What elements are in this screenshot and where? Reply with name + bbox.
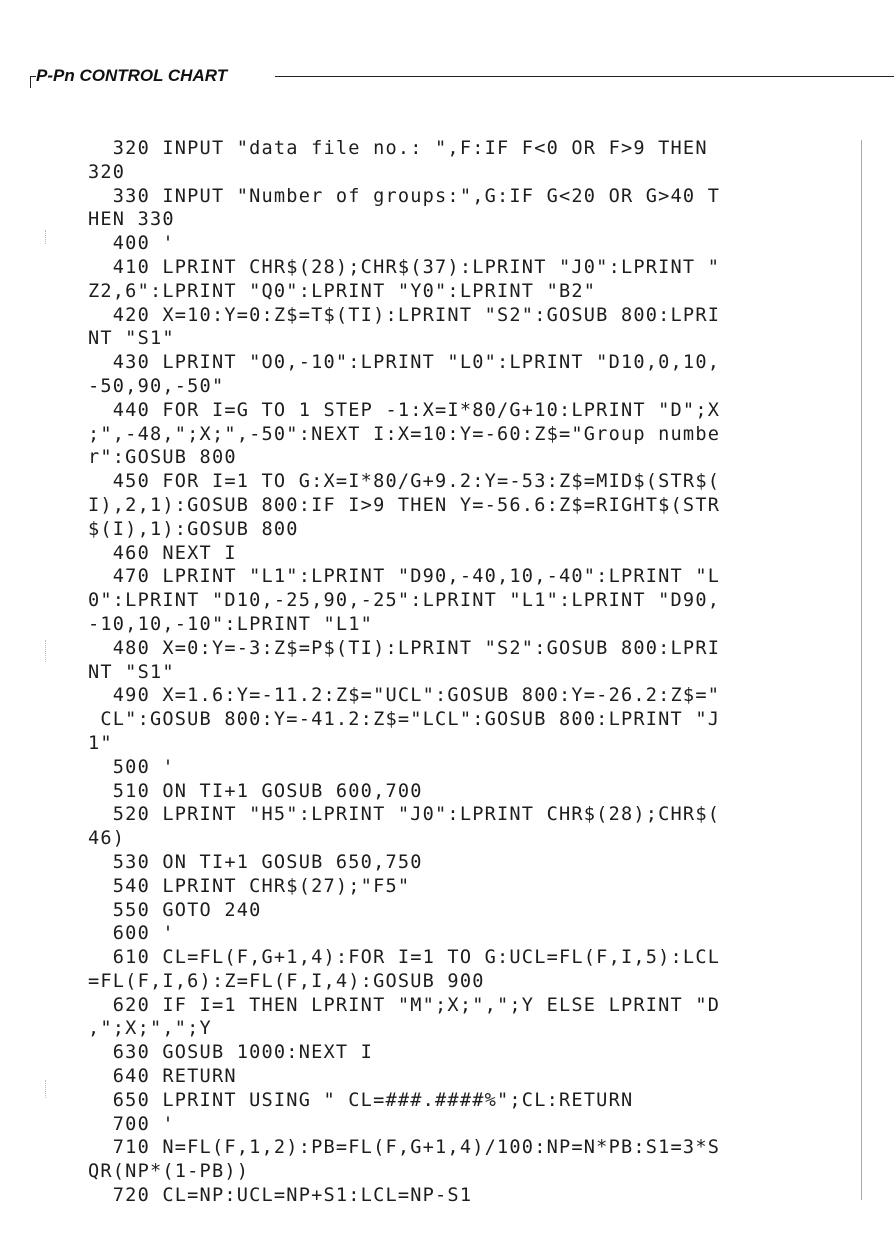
code-line: 620 IF I=1 THEN LPRINT "M";X;",";Y ELSE LPRINT "D — [88, 994, 721, 1016]
code-line: NT "S1" — [88, 328, 175, 350]
code-line: 0":LPRINT "D10,-25,90,-25":LPRINT "L1":LPRINT "D90, — [88, 590, 721, 612]
code-line: 1" — [88, 732, 113, 754]
code-line: 410 LPRINT CHR$(28);CHR$(37):LPRINT "J0":LPRINT " — [88, 256, 721, 278]
code-line: 490 X=1.6:Y=-11.2:Z$="UCL":GOSUB 800:Y=-26.2:Z$=" — [88, 685, 721, 707]
scan-speck — [45, 230, 46, 244]
code-line: 610 CL=FL(F,G+1,4):FOR I=1 TO G:UCL=FL(F,I,5):LCL — [88, 947, 721, 969]
code-line: 650 LPRINT USING " CL=###.####%";CL:RETURN — [88, 1089, 634, 1111]
code-line: 320 INPUT "data file no.: ",F:IF F<0 OR F>9 THEN — [88, 138, 708, 159]
code-line: NT "S1" — [88, 661, 175, 683]
code-line: ,";X;",";Y — [88, 1018, 212, 1040]
code-line: 640 RETURN — [88, 1066, 237, 1088]
right-margin-rule — [861, 140, 862, 1200]
basic-code-listing — [88, 137, 848, 1208]
running-header — [30, 66, 894, 86]
code-line: =FL(F,I,6):Z=FL(F,I,4):GOSUB 900 — [88, 970, 485, 992]
scan-speck — [45, 640, 46, 662]
code-line: 540 LPRINT CHR$(27);"F5" — [88, 875, 411, 897]
code-line: 330 INPUT "Number of groups:",G:IF G<20 OR G>40 T — [88, 185, 721, 207]
code-line: -50,90,-50" — [88, 375, 225, 397]
scan-speck — [45, 1080, 46, 1098]
code-line: CL":GOSUB 800:Y=-41.2:Z$="LCL":GOSUB 800:LPRINT "J — [88, 709, 721, 731]
code-line: 470 LPRINT "L1":LPRINT "D90,-40,10,-40":LPRINT "L — [88, 566, 721, 588]
code-line: 450 FOR I=1 TO G:X=I*80/G+9.2:Y=-53:Z$=MID$(STR$( — [88, 471, 721, 493]
code-line: 46) — [88, 828, 126, 850]
code-line: r":GOSUB 800 — [88, 447, 237, 469]
code-line: 480 X=0:Y=-3:Z$=P$(TI):LPRINT "S2":GOSUB 800:LPRI — [88, 637, 721, 659]
code-line: 420 X=10:Y=0:Z$=T$(TI):LPRINT "S2":GOSUB 800:LPRI — [88, 304, 721, 326]
code-line: 460 NEXT I — [88, 542, 237, 564]
code-line: $(I),1):GOSUB 800 — [88, 518, 299, 540]
code-line: 320 — [88, 161, 126, 183]
code-line: 440 FOR I=G TO 1 STEP -1:X=I*80/G+10:LPRINT "D";X — [88, 399, 721, 421]
page-header-title: P-Pn CONTROL CHART — [36, 66, 230, 86]
code-line: 430 LPRINT "O0,-10":LPRINT "L0":LPRINT "D10,0,10, — [88, 352, 721, 374]
code-line: 500 ' — [88, 756, 175, 778]
code-line: Z2,6":LPRINT "Q0":LPRINT "Y0":LPRINT "B2" — [88, 280, 597, 302]
header-rule — [275, 76, 894, 77]
code-line: 520 LPRINT "H5":LPRINT "J0":LPRINT CHR$(28);CHR$( — [88, 804, 721, 826]
code-line: 600 ' — [88, 923, 175, 945]
code-line: 530 ON TI+1 GOSUB 650,750 — [88, 851, 423, 873]
code-line: QR(NP*(1-PB)) — [88, 1161, 250, 1183]
code-line: 400 ' — [88, 233, 175, 255]
code-line: ;",-48,";X;",-50":NEXT I:X=10:Y=-60:Z$="Group numbe — [88, 423, 721, 445]
code-line: 710 N=FL(F,1,2):PB=FL(F,G+1,4)/100:NP=N*PB:S1=3*S — [88, 1137, 721, 1159]
code-line: 550 GOTO 240 — [88, 899, 262, 921]
code-line: I),2,1):GOSUB 800:IF I>9 THEN Y=-56.6:Z$=RIGHT$(STR — [88, 494, 721, 516]
code-line: 700 ' — [88, 1113, 175, 1135]
code-line: 630 GOSUB 1000:NEXT I — [88, 1042, 374, 1064]
code-line: 510 ON TI+1 GOSUB 600,700 — [88, 780, 423, 802]
code-line: 720 CL=NP:UCL=NP+S1:LCL=NP-S1 — [88, 1185, 473, 1207]
code-line: -10,10,-10":LPRINT "L1" — [88, 613, 374, 635]
code-line: HEN 330 — [88, 209, 175, 231]
